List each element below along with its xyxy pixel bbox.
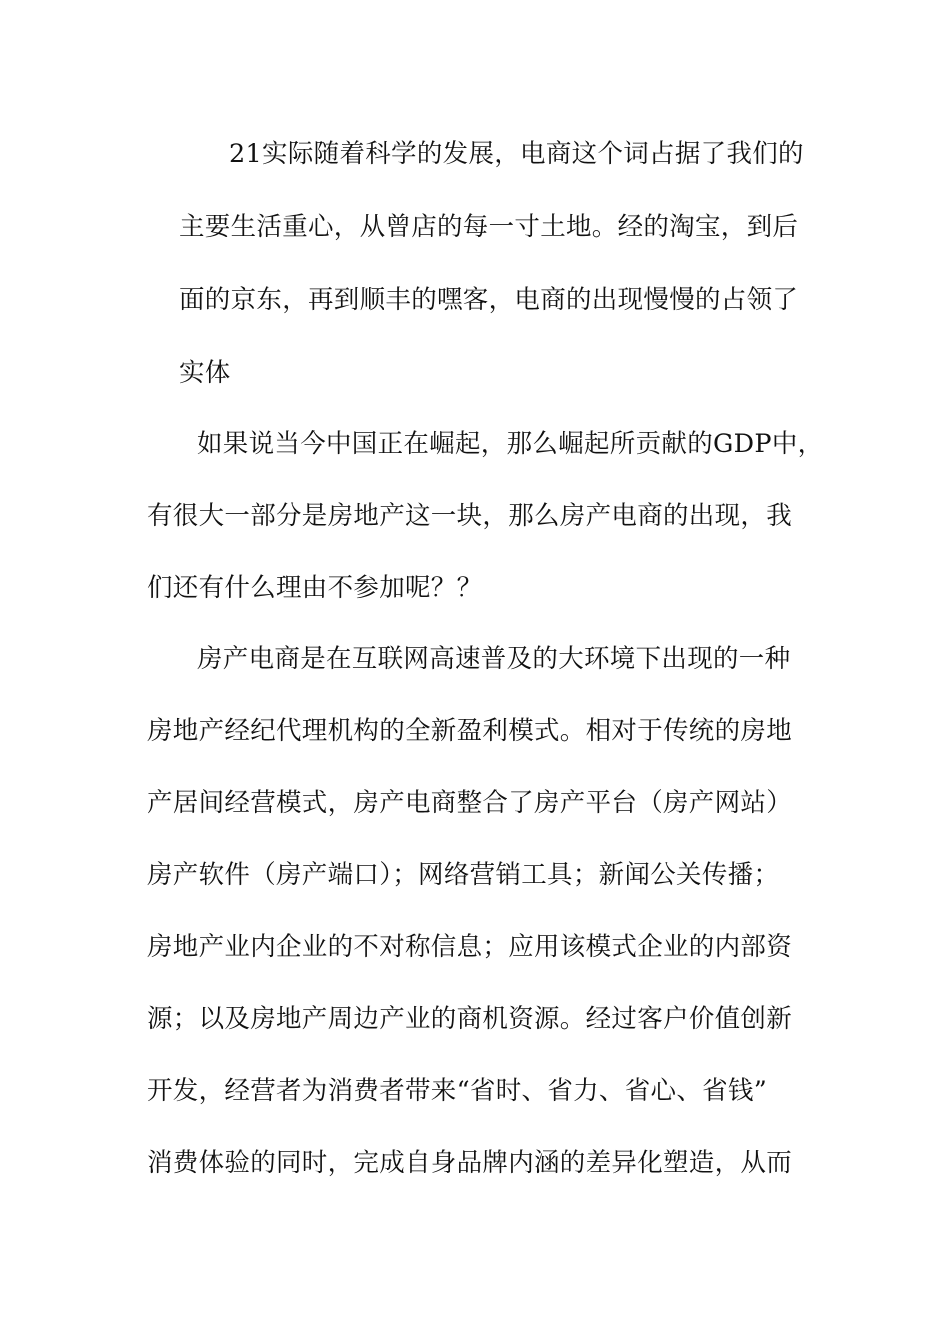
paragraph-3-line-4: 房产软件（房产端口）；网络营销工具；新闻公关传播； xyxy=(147,860,780,890)
paragraph-1-line-2: 主要生活重心，从曾店的每一寸土地。经的淘宝，到后 xyxy=(179,212,799,242)
paragraph-3-line-3: 产居间经营模式，房产电商整合了房产平台（房产网站） xyxy=(147,788,793,818)
paragraph-3-line-7: 开发，经营者为消费者带来“省时、省力、省心、省钱” xyxy=(147,1076,768,1106)
paragraph-3-line-5: 房地产业内企业的不对称信息；应用该模式企业的内部资 xyxy=(147,932,793,962)
paragraph-3-line-1: 房产电商是在互联网高速普及的大环境下出现的一种 xyxy=(197,644,791,674)
paragraph-3-line-8: 消费体验的同时，完成自身品牌内涵的差异化塑造，从而 xyxy=(147,1148,793,1178)
paragraph-2-line-3: 们还有什么理由不参加呢？？ xyxy=(147,573,483,603)
paragraph-1-line-3: 面的京东，再到顺丰的嘿客，电商的出现慢慢的占领了 xyxy=(179,285,799,315)
paragraph-2-line-1: 如果说当今中国正在崛起，那么崛起所贡献的GDP中， xyxy=(197,429,824,459)
paragraph-3-line-6: 源；以及房地产周边产业的商机资源。经过客户价值创新 xyxy=(147,1004,793,1034)
paragraph-1-line-1: 21实际随着科学的发展，电商这个词占据了我们的 xyxy=(229,139,804,169)
paragraph-3-line-2: 房地产经纪代理机构的全新盈利模式。相对于传统的房地 xyxy=(147,716,793,746)
paragraph-1-line-4: 实体 xyxy=(179,358,231,388)
paragraph-2-line-2: 有很大一部分是房地产这一块，那么房产电商的出现，我 xyxy=(147,501,793,531)
